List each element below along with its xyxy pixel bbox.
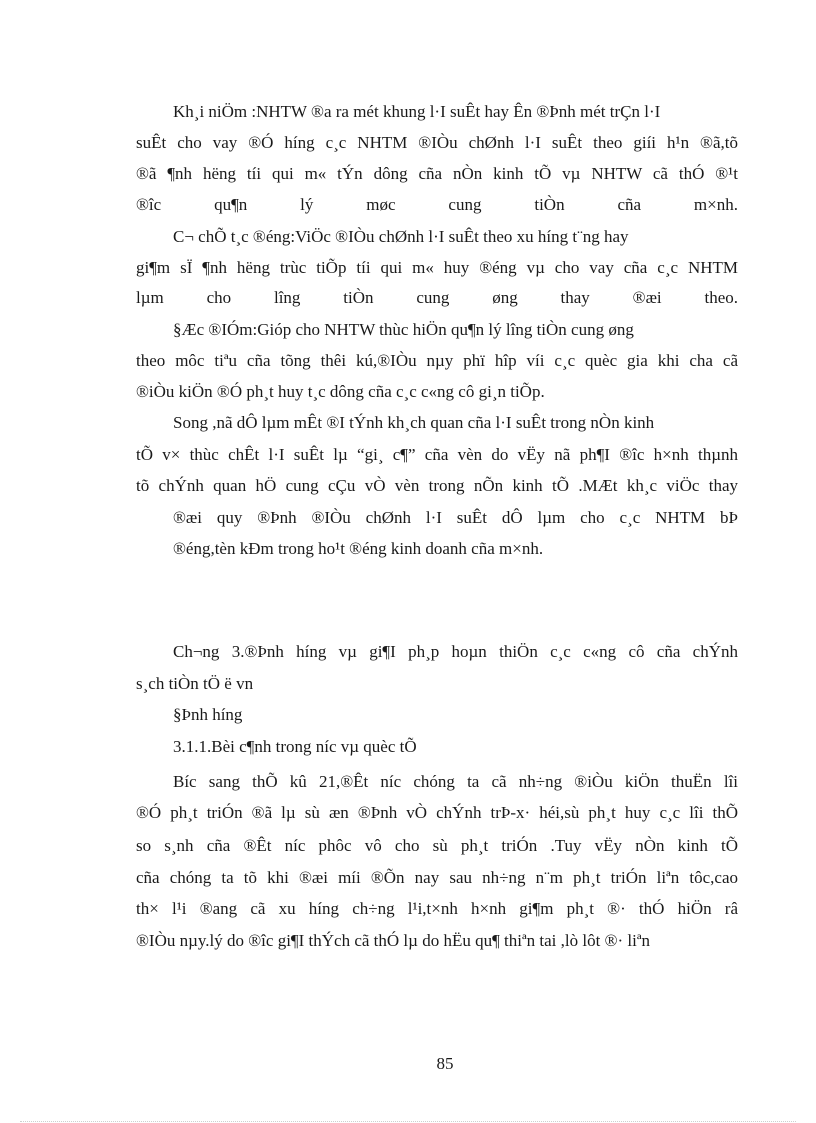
- paragraph-line: tõ chÝnh quan hÖ cung cÇu vÒ vèn trong nÕn kinh tÕ .MÆt kh¸c viÖc thay: [136, 476, 738, 495]
- subsection-heading: 3.1.1.Bèi c¶nh trong níc vµ quèc tÕ: [173, 737, 417, 756]
- chapter-heading: Ch¬ng 3.®Þnh híng vµ gi¶I ph¸p hoµn thiÖn c¸c c«ng cô cña chÝnh: [173, 642, 738, 661]
- paragraph-line: theo môc tiªu cña tõng thêi kú,®IÒu nµy phï hîp víi c¸c quèc gia khi cha cã: [136, 351, 738, 370]
- paragraph-line: §Æc ®IÓm:Gióp cho NHTW thùc hiÖn qu¶n lý lîng tiÒn cung øng: [173, 320, 634, 339]
- paragraph-line: C¬ chÕ t¸c ®éng:ViÖc ®IÒu chØnh l·I suÊt theo xu híng t¨ng hay: [173, 227, 629, 246]
- paragraph-line: suÊt cho vay ®Ó híng c¸c NHTM ®IÒu chØnh l·I suÊt theo giíi h¹n ®ã,tõ: [136, 133, 738, 152]
- paragraph-line: Bíc sang thÕ kû 21,®Êt níc chóng ta cã nh÷ng ®iÒu kiÖn thuËn lîi: [173, 772, 738, 791]
- chapter-heading-cont: s¸ch tiÒn tÖ ë vn: [136, 674, 254, 693]
- paragraph-line: ®Ó ph¸t triÓn ®ã lµ sù æn ®Þnh vÒ chÝnh trÞ-x· héi,sù ph¸t huy c¸c lîi thÕ: [136, 803, 738, 822]
- paragraph-line: ®ã ¶nh hëng tíi qui m« tÝn dông cña nÒn kinh tÕ vµ NHTW cã thÓ ®¹t: [136, 164, 738, 183]
- paragraph-line: ®IÒu nµy.lý do ®îc gi¶I thÝch cã thÓ lµ do hËu qu¶ thiªn tai ,lò lôt ®· liªn: [136, 931, 651, 950]
- paragraph-line: lµm cho lîng tiÒn cung øng thay ®æi theo.: [136, 288, 738, 307]
- paragraph-line: Song ,nã dÔ lµm mÊt ®I tÝnh kh¸ch quan cña l·I suÊt trong nÒn kinh: [173, 413, 655, 432]
- paragraph-line: ®éng,tèn kÐm trong ho¹t ®éng kinh doanh cña m×nh.: [173, 539, 544, 558]
- paragraph-line: tÕ v× thùc chÊt l·I suÊt lµ “gi¸ c¶” cña vèn do vËy nã ph¶I ®îc h×nh thµnh: [136, 445, 738, 464]
- paragraph-line: ®îc qu¶n lý møc cung tiÒn cña m×nh.: [136, 195, 738, 214]
- page-bottom-rule: [20, 1121, 796, 1122]
- paragraph-line: ®iÒu kiÖn ®Ó ph¸t huy t¸c dông cña c¸c c«ng cô gi¸n tiÕp.: [136, 382, 545, 401]
- paragraph-line: gi¶m sÏ ¶nh hëng trùc tiÕp tíi qui m« huy ®éng vµ cho vay cña c¸c NHTM: [136, 258, 738, 277]
- section-heading: §Þnh híng: [173, 705, 243, 724]
- paragraph-line: Kh¸i niÖm :NHTW ®a ra mét khung l·I suÊt hay Ên ®Þnh mét trÇn l·I: [173, 102, 661, 121]
- paragraph-line: ®æi quy ®Þnh ®IÒu chØnh l·I suÊt dÔ lµm cho c¸c NHTM bÞ: [173, 508, 738, 527]
- page-number: 85: [436, 1054, 454, 1073]
- paragraph-line: cña chóng ta tõ khi ®æi míi ®Õn nay sau nh÷ng n¨m ph¸t triÓn liªn tôc,cao: [136, 868, 738, 887]
- paragraph-line: th× l¹i ®ang cã xu híng ch÷ng l¹i,t×nh h×nh gi¶m ph¸t ®· thÓ hiÖn râ: [136, 899, 738, 918]
- paragraph-line: so s¸nh cña ®Êt níc phôc vô cho sù ph¸t triÓn .Tuy vËy nÒn kinh tÕ: [136, 836, 738, 855]
